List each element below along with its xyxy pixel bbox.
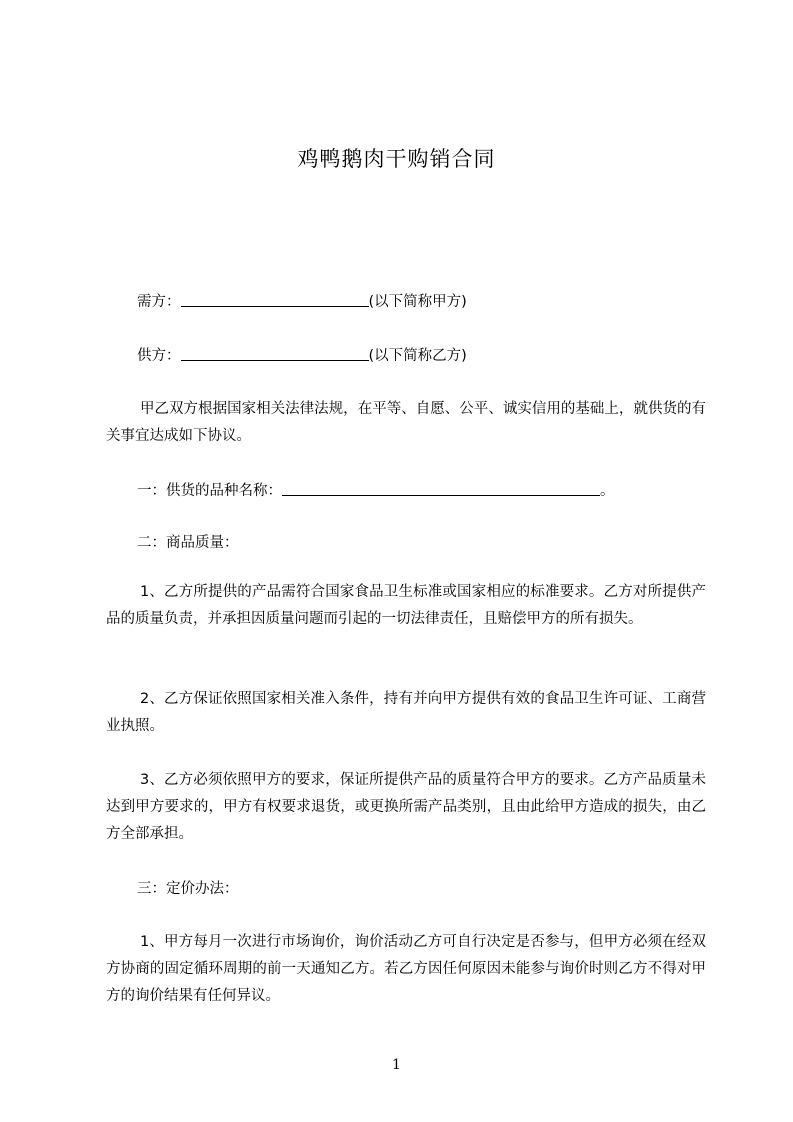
quality-clause-3: 3、乙方必须依照甲方的要求，保证所提供产品的质量符合甲方的要求。乙方产品质量未达到甲方要求的，甲方有权要求退货，或更换所需产品类别，且由此给甲方造成的损失，由乙方全部承担。 xyxy=(106,772,706,842)
product-name-blank[interactable] xyxy=(282,481,600,496)
quality-clause-2: 2、乙方保证依照国家相关准入条件，持有并向甲方提供有效的食品卫生许可证、工商营业执照。 xyxy=(106,691,706,734)
buyer-suffix: (以下简称甲方) xyxy=(368,294,467,310)
section2-heading: 二：商品质量： xyxy=(137,535,239,551)
supplier-line xyxy=(137,346,467,365)
supplier-blank[interactable] xyxy=(181,346,369,361)
section1-line xyxy=(137,481,615,500)
buyer-label: 需方： xyxy=(137,294,181,310)
document-title: 鸡鸭鹅肉干购销合同 xyxy=(297,147,496,171)
supplier-suffix: (以下简称乙方) xyxy=(368,348,467,364)
section1-end: 。 xyxy=(600,483,615,499)
intro-paragraph: 甲乙双方根据国家相关法律法规，在平等、自愿、公平、诚实信用的基础上，就供货的有关事宜达成如下协议。 xyxy=(106,401,706,444)
section1-label: 一：供货的品种名称： xyxy=(137,483,282,499)
buyer-line xyxy=(137,292,467,311)
supplier-label: 供方： xyxy=(137,348,181,364)
quality-clause-1: 1、乙方所提供的产品需符合国家食品卫生标准或国家相应的标准要求。乙方对所提供产品的质量负责，并承担因质量问题而引起的一切法律责任，且赔偿甲方的所有损失。 xyxy=(106,584,706,627)
page-number: 1 xyxy=(392,1057,401,1073)
buyer-blank[interactable] xyxy=(181,292,369,307)
pricing-clause-1: 1、甲方每月一次进行市场询价，询价活动乙方可自行决定是否参与，但甲方必须在经双方协商的固定循环周期的前一天通知乙方。若乙方因任何原因未能参与询价时则乙方不得对甲方的询价结果有任何异议。 xyxy=(106,934,706,1004)
section3-heading: 三：定价办法： xyxy=(137,881,239,897)
